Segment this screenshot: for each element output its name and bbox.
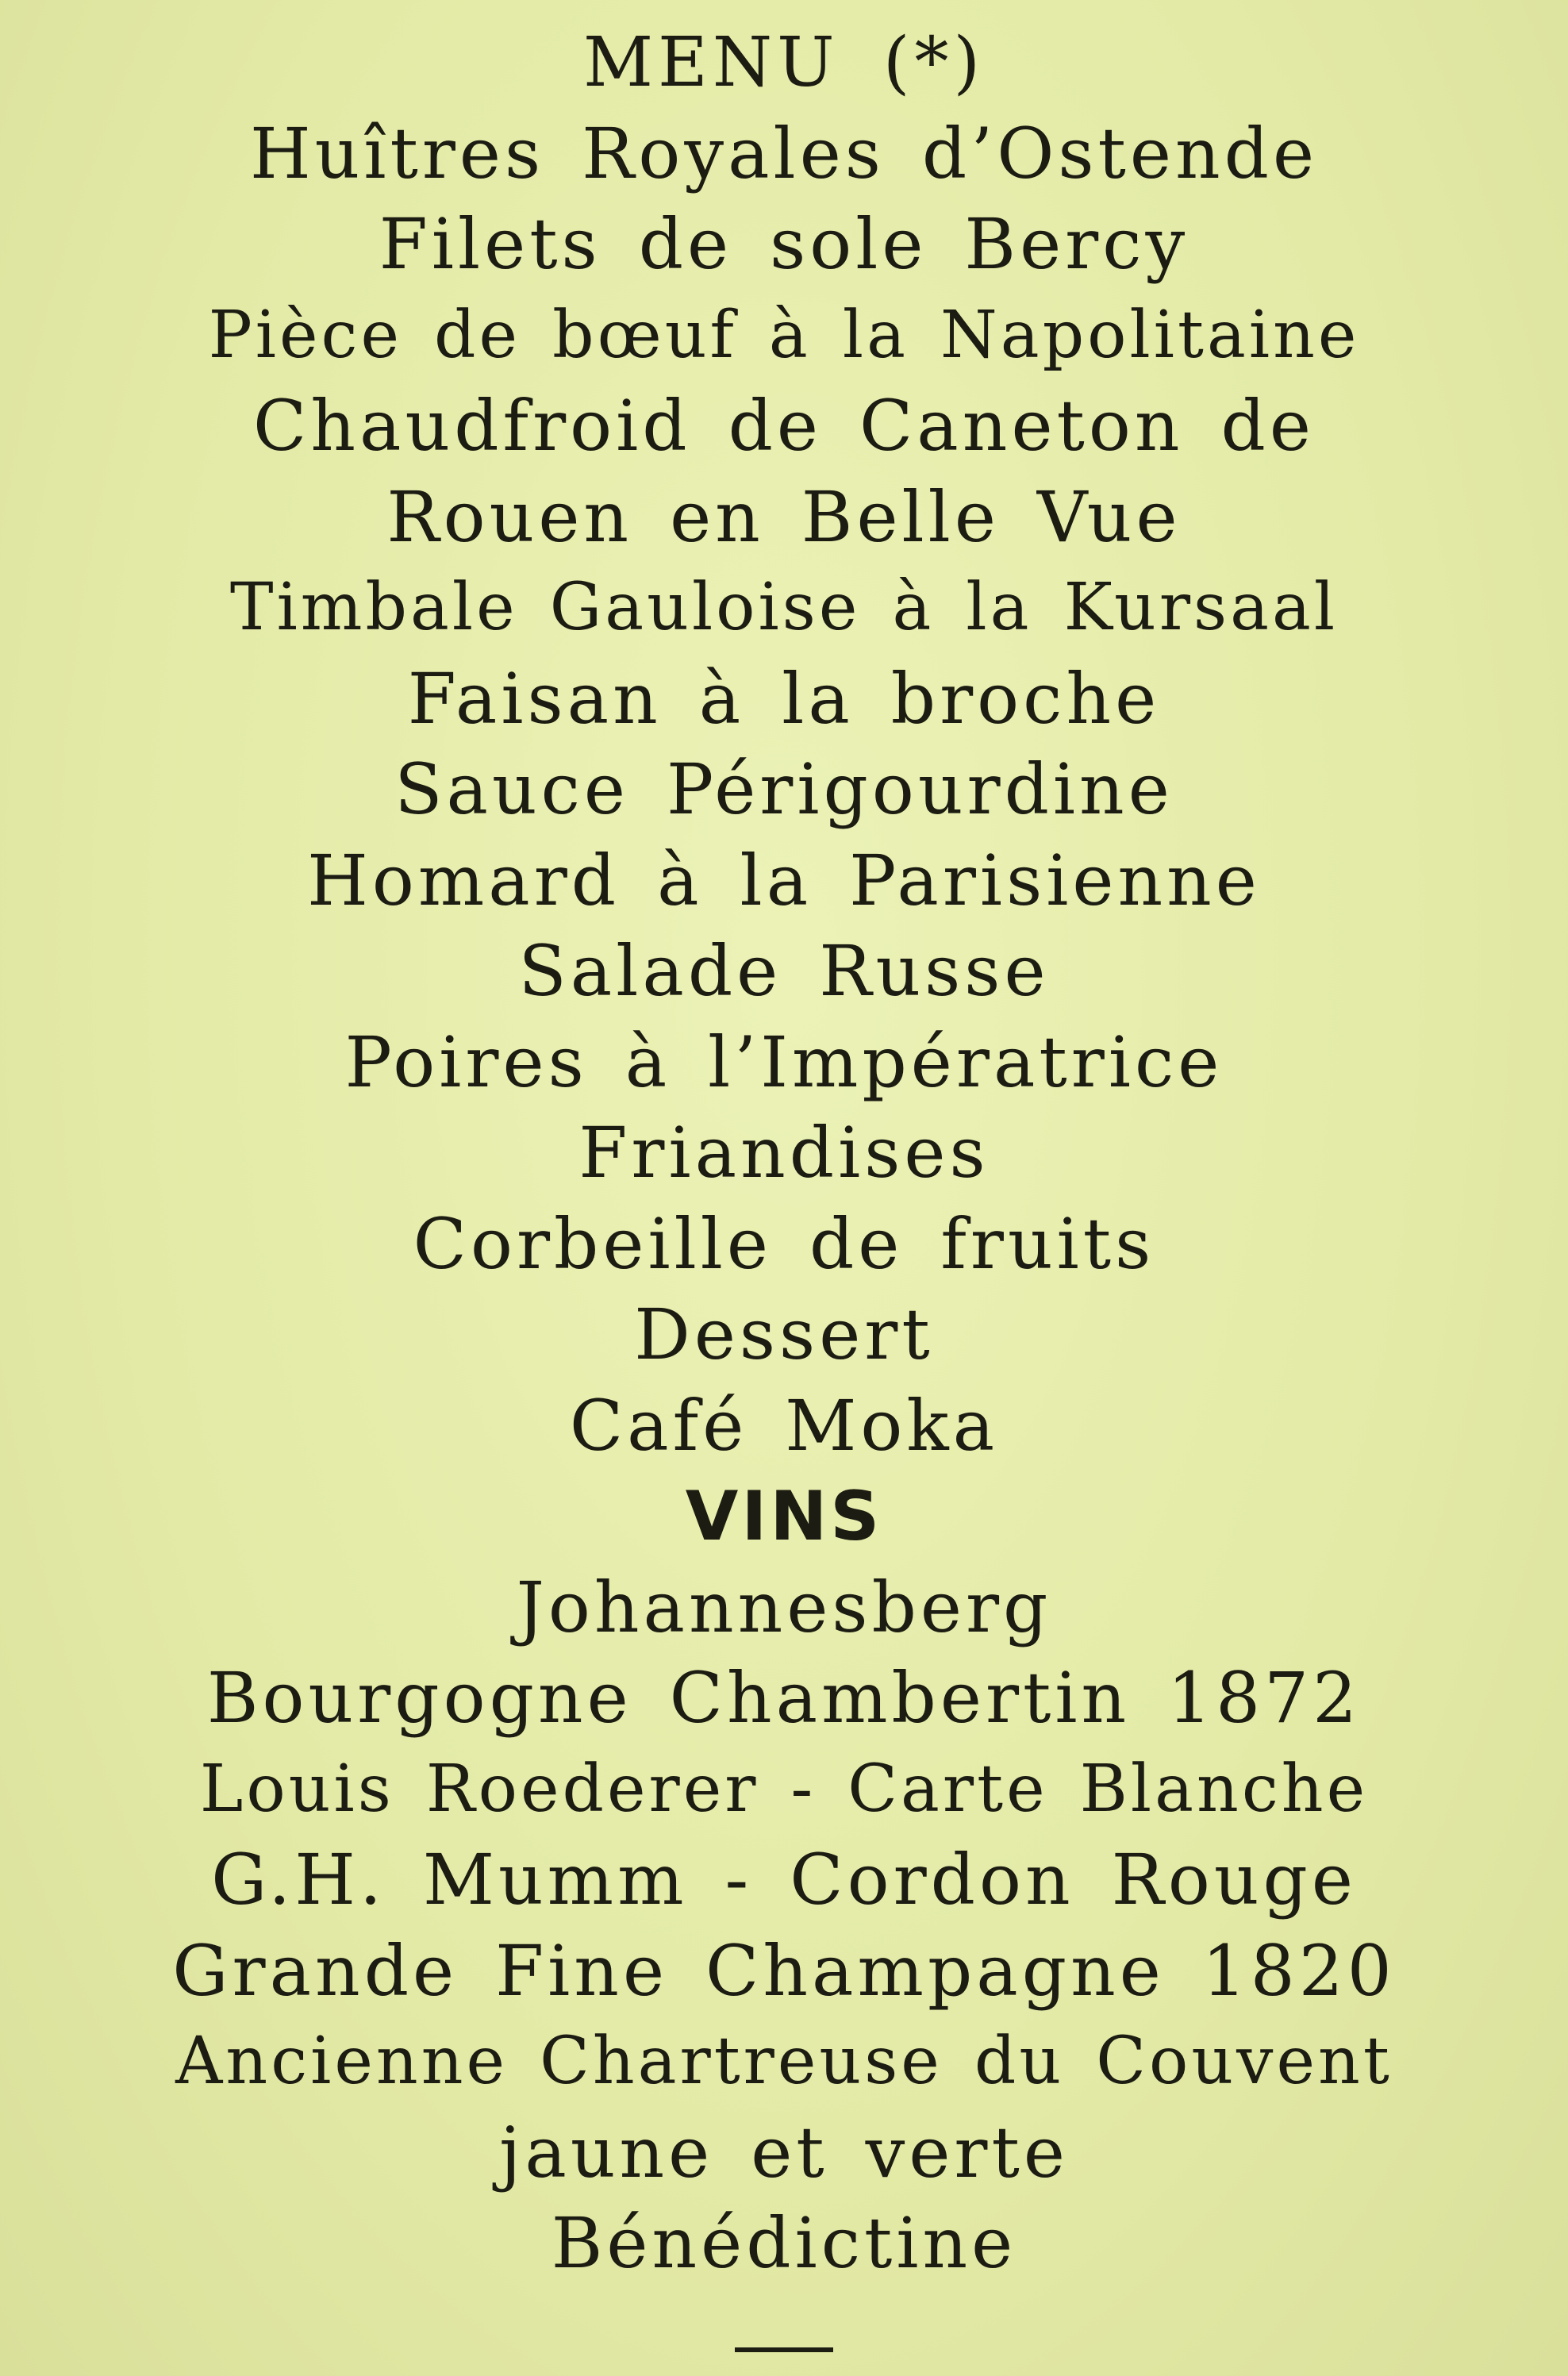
- dish-item: Filets de sole Bercy: [379, 203, 1189, 285]
- wine-item: Johannesberg: [516, 1566, 1052, 1648]
- wine-item: Grande Fine Champagne 1820: [172, 1929, 1396, 2012]
- dish-item: Salade Russe: [518, 930, 1050, 1012]
- menu-title: MENU (*): [582, 23, 985, 102]
- dish-item: Rouen en Belle Vue: [386, 475, 1182, 558]
- dish-item: Poires à l’Impératrice: [344, 1021, 1224, 1103]
- wine-item: Bénédictine: [551, 2202, 1017, 2284]
- wine-item: Louis Roederer - Carte Blanche: [199, 1751, 1369, 1827]
- wine-item: Bourgogne Chambertin 1872: [206, 1657, 1362, 1739]
- dish-item: Friandises: [578, 1112, 990, 1194]
- dish-item: Faisan à la broche: [407, 657, 1161, 740]
- wine-item: Ancienne Chartreuse du Couvent: [175, 2024, 1393, 2099]
- closing-rule: [735, 2347, 833, 2352]
- dish-item: Sauce Périgourdine: [394, 748, 1174, 830]
- wines-heading: VINS: [685, 1477, 883, 1556]
- dish-item: Huîtres Royales d’Ostende: [249, 112, 1319, 194]
- dish-item: Homard à la Parisienne: [307, 839, 1261, 921]
- dish-item: Pièce de bœuf à la Napolitaine: [208, 297, 1360, 373]
- wine-item: jaune et verte: [499, 2111, 1069, 2193]
- dish-item: Dessert: [634, 1294, 934, 1375]
- wine-item: G.H. Mumm - Cordon Rouge: [211, 1839, 1357, 1920]
- dish-item: Chaudfroid de Caneton de: [253, 385, 1315, 467]
- dish-item: Timbale Gauloise à la Kursaal: [229, 570, 1339, 645]
- dish-item: Café Moka: [569, 1384, 999, 1467]
- dish-item: Corbeille de fruits: [413, 1202, 1155, 1285]
